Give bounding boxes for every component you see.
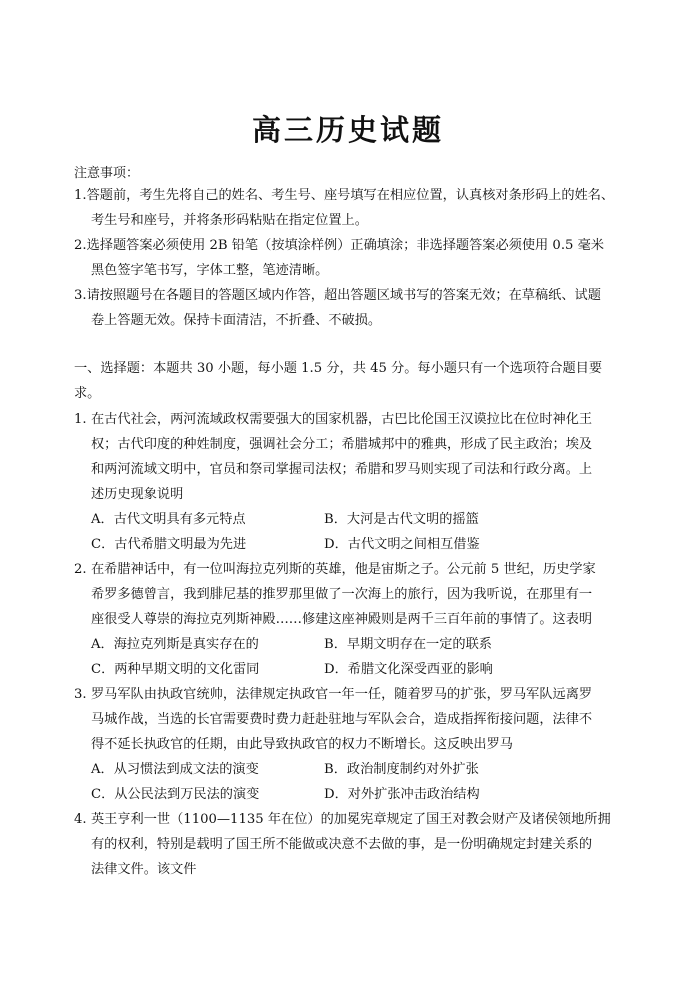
question-1-line-2: 权；古代印度的种姓制度，强调社会分工；希腊城邦中的雅典，形成了民主政治；埃及 <box>91 437 593 452</box>
notice-item-3 <box>74 283 630 333</box>
option-c: C．两种早期文明的文化雷同 <box>91 662 260 677</box>
question-2-line-1: 在希腊神话中，有一位叫海拉克列斯的英雄，他是宙斯之子。公元前 5 世纪，历史学家 <box>91 562 596 577</box>
section-heading-line1: 一、选择题：本题共 30 小题，每小题 1.5 分，共 45 分。每小题只有一个选项符合题目要 <box>74 361 603 376</box>
question-3-options <box>74 757 632 807</box>
exam-title: 高三历史试题 <box>251 113 444 147</box>
question-4-stem <box>74 807 632 882</box>
notice-item-3-line2: 卷上答题无效。保持卡面清洁，不折叠、不破损。 <box>91 313 382 328</box>
question-4 <box>74 807 632 882</box>
question-number: 4. <box>74 812 87 827</box>
question-1-line-4: 述历史现象说明 <box>91 487 184 502</box>
notice-item-2-line1: 2.选择题答案必须使用 2B 铅笔（按填涂样例）正确填涂；非选择题答案必须使用 0.5 毫米 <box>74 238 604 253</box>
question-1-line-1: 在古代社会，两河流域政权需要强大的国家机器，古巴比伦国王汉谟拉比在位时神化王 <box>91 412 593 427</box>
question-4-line-1: 英王亨利一世（1100—1135 年在位）的加冕宪章规定了国王对教会财产及诸侯领地所拥 <box>91 812 611 827</box>
notice-item-3-line1: 3.请按照题号在各题目的答题区域内作答，超出答题区域书写的答案无效；在草稿纸、试题 <box>74 288 601 303</box>
option-c: C．古代希腊文明最为先进 <box>91 537 247 552</box>
option-b: B．大河是古代文明的摇篮 <box>324 512 479 527</box>
question-1-options <box>74 507 632 557</box>
option-c: C．从公民法到万民法的演变 <box>91 787 260 802</box>
question-3-line-2: 马城作战，当选的长官需要费时费力赶赴驻地与军队会合，造成指挥衔接问题，法律不 <box>91 712 593 727</box>
question-4-line-3: 法律文件。该文件 <box>91 862 197 877</box>
question-3-line-1: 罗马军队由执政官统帅，法律规定执政官一年一任，随着罗马的扩张，罗马军队远离罗 <box>91 687 593 702</box>
section-heading <box>74 356 632 406</box>
question-2-line-3: 座很受人尊崇的海拉克列斯神殿……修建这座神殿则是两千三百年前的事情了。这表明 <box>91 612 593 627</box>
question-1-stem <box>74 407 632 507</box>
option-a: A．古代文明具有多元特点 <box>91 512 246 527</box>
option-d: D．希腊文化深受西亚的影响 <box>324 662 493 677</box>
option-d: D．古代文明之间相互借鉴 <box>324 537 480 552</box>
question-4-line-2: 有的权利，特别是载明了国王所不能做或决意不去做的事，是一份明确规定封建关系的 <box>91 837 593 852</box>
question-2 <box>74 557 632 682</box>
notice-item-1-line2: 考生号和座号，并将条形码粘贴在指定位置上。 <box>91 213 368 228</box>
question-1 <box>74 407 632 557</box>
option-d: D．对外扩张冲击政治结构 <box>324 787 480 802</box>
option-b: B．政治制度制约对外扩张 <box>324 762 479 777</box>
question-3 <box>74 682 632 807</box>
question-3-stem <box>74 682 632 757</box>
question-number: 1. <box>74 412 87 427</box>
question-2-stem <box>74 557 632 632</box>
question-2-options <box>74 632 632 682</box>
notice-item-1-line1: 1.答题前，考生先将自己的姓名、考生号、座号填写在相应位置，认真核对条形码上的姓名、 <box>74 188 615 203</box>
section-heading-line2: 求。 <box>74 386 101 401</box>
question-number: 2. <box>74 562 87 577</box>
question-1-line-3: 和两河流域文明中，官员和祭司掌握司法权；希腊和罗马则实现了司法和行政分离。上 <box>91 462 593 477</box>
question-3-line-3: 得不延长执政官的任期，由此导致执政官的权力不断增长。这反映出罗马 <box>91 737 513 752</box>
notice-item-2-line2: 黑色签字笔书写，字体工整，笔迹清晰。 <box>91 263 329 278</box>
notice-heading: 注意事项： <box>74 166 140 181</box>
notice-item-1 <box>74 183 630 233</box>
option-a: A．从习惯法到成文法的演变 <box>91 762 259 777</box>
option-a: A．海拉克列斯是真实存在的 <box>91 637 259 652</box>
notice-item-2 <box>74 233 630 283</box>
question-2-line-2: 希罗多德曾言，我到腓尼基的推罗那里做了一次海上的旅行，因为我听说，在那里有一 <box>91 587 593 602</box>
question-number: 3. <box>74 687 87 702</box>
option-b: B．早期文明存在一定的联系 <box>324 637 492 652</box>
